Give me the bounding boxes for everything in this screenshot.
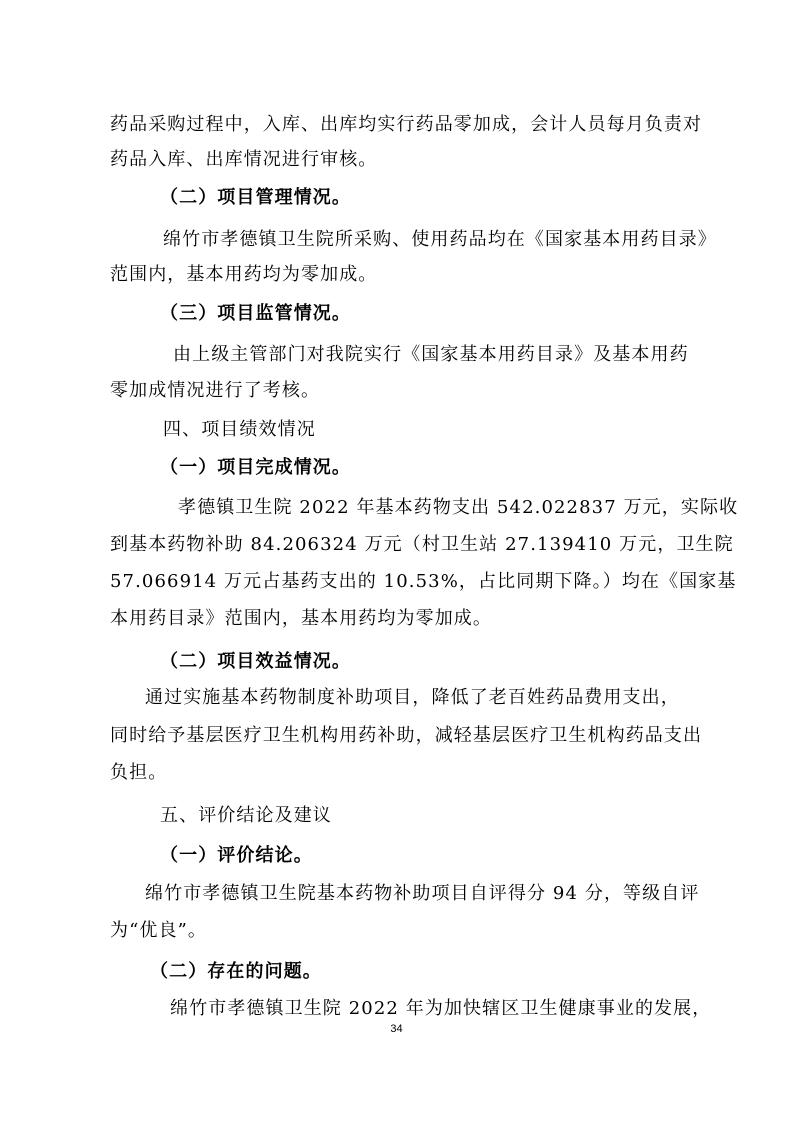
body-text-line: 负担。 <box>110 762 168 783</box>
body-text-line: 绵竹市孝德镇卫生院所采购、使用药品均在《国家基本用药目录》 <box>163 229 717 250</box>
subheading-project-completion: （一）项目完成情况。 <box>160 457 351 478</box>
body-text-line: 为“优良”。 <box>110 920 208 941</box>
body-text-line: 零加成情况进行了考核。 <box>110 380 321 401</box>
subheading-evaluation-conclusion: （一）评价结论。 <box>160 845 313 866</box>
body-text-line: 范围内，基本用药均为零加成。 <box>110 264 378 285</box>
subheading-existing-problems: （二）存在的问题。 <box>150 961 322 982</box>
body-text-line: 由上级主管部门对我院实行《国家基本用药目录》及基本用药 <box>173 344 689 365</box>
section-heading-conclusion: 五、评价结论及建议 <box>160 805 332 826</box>
body-text-line: 本用药目录》范围内，基本用药均为零加成。 <box>110 608 492 629</box>
body-text-line: 绵竹市孝德镇卫生院 2022 年为加快辖区卫生健康事业的发展， <box>170 998 712 1019</box>
body-text-line: 到基本药物补助 84.206324 万元（村卫生站 27.139410 万元，卫生院 <box>110 534 734 555</box>
body-text-line: 药品采购过程中，入库、出库均实行药品零加成，会计人员每月负责对 <box>110 114 703 135</box>
body-text-line: 孝德镇卫生院 2022 年基本药物支出 542.022837 万元，实际收 <box>178 497 739 518</box>
section-heading-performance: 四、项目绩效情况 <box>163 419 316 440</box>
subheading-project-benefit: （二）项目效益情况。 <box>160 651 351 672</box>
body-text-line: 药品入库、出库情况进行审核。 <box>110 149 378 170</box>
body-text-line: 同时给予基层医疗卫生机构用药补助，减轻基层医疗卫生机构药品支出 <box>110 725 703 746</box>
subheading-project-supervision: （三）项目监管情况。 <box>160 303 351 324</box>
page-number: 34 <box>390 1023 403 1035</box>
subheading-project-management: （二）项目管理情况。 <box>160 187 351 208</box>
body-text-line: 绵竹市孝德镇卫生院基本药物补助项目自评得分 94 分，等级自评 <box>145 883 700 904</box>
body-text-line: 通过实施基本药物制度补助项目，降低了老百姓药品费用支出， <box>145 687 680 708</box>
body-text-line: 57.066914 万元占基药支出的 10.53%，占比同期下降。）均在《国家基 <box>110 571 737 592</box>
